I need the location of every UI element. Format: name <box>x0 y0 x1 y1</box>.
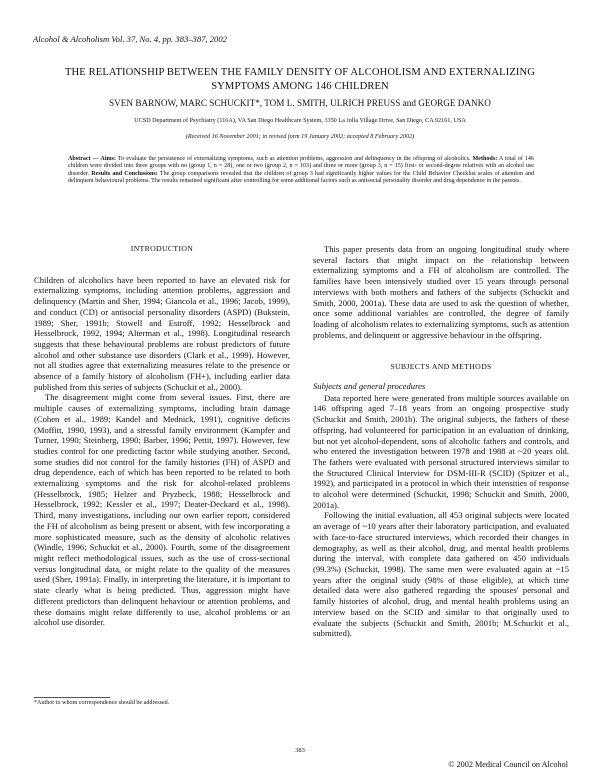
abstract <box>68 156 534 186</box>
methods-paragraph: Data reported here were generated from multiple sources available on 146 offspring aged 7–18 years from an ongoing prospective study (Schuckit and Smith, 2001b). The original subjects, the fathers of these offspring, had volunteered for participation in an evaluation of drinking, but not yet alcohol-dependent, sons of alcoholic fathers and controls, and who entered the investigation between 1978 and 1988 at ~20 years old. The fathers were evaluated with personal structured interviews similar to the Structured Clinical Interview for DSM-III-R (SCID) (Spitzer et al., 1992), and participated in a protocol in which their intensities of response to alcohol were determined (Schuckit, 1998; Schuckit and Smith, 2000, 2001a). <box>313 392 569 510</box>
left-column <box>34 244 290 628</box>
author-list: SVEN BARNOW, MARC SCHUCKIT*, TOM L. SMITH, ULRICH PREUSS and GEORGE DANKO <box>109 98 491 108</box>
copyright-notice: © 2002 Medical Council on Alcohol <box>448 760 568 769</box>
methods-paragraph: Following the initial evaluation, all 453 original subjects were located an average of ~10 years after their laboratory participation, and evaluated with face-to-face structured interviews, which recorded their changes in demography, as well as their alcohol, drug, and mental health problems during the interval, with complete data gathered on 450 individuals (99.3%) (Schuckit, 1998). The same men were evaluated again at ~15 years after the original study (98% of those eligible), at which time detailed data were also gathered regarding the spouses' personal and family histories of alcohol, drug, and mental health problems using an interview based on the SCID and similar to that originally used to evaluate the subjects (Schuckit and Smith, 2001b; M.Schuckit et al., submitted). <box>313 510 569 639</box>
footnote-divider <box>34 697 110 698</box>
abstract-methods-label: Methods: <box>472 156 498 162</box>
article-title: THE RELATIONSHIP BETWEEN THE FAMILY DENSITY OF ALCOHOLISM AND EXTERNALIZING SYMPTOMS AMONG 146 CHILDREN <box>64 67 536 92</box>
section-heading-introduction: INTRODUCTION <box>130 244 194 253</box>
intro-paragraph: Children of alcoholics have been reported to have an elevated risk for externalizing symptoms, including attention problems, aggression and delinquency (Martin and Sher, 1994; Giancola et al., 1996; Jacob, 1999), and conduct (CD) or antisocial personality disorders (ASPD) (Bukstein, 1989; Sher, 1991b; Stowell and Estroff, 1992; Hesselbrock and Hesselbrock, 1992, 1994; Alterman et al., 1998). Longitudinal research suggests that these behavioural problems are robust predictors of future alcohol and other substance use disorders (Clark et al., 1999). However, not all studies agree that externalizing measures relate to the presence or absence of a family history of alcoholism (FH+), including earlier data published from this series of subjects (Schuckit et al., 2000). <box>34 274 290 392</box>
intro-paragraph: This paper presents data from an ongoing longitudinal study where several factors that might impact on the relationship between externalizing symptoms and a FH of alcoholism are controlled. The families have been intensively studied over 15 years through personal interviews with both mothers and fathers of the subjects (Schuckit and Smith, 2000, 2001a). These data are used to ask the question of whether, once some additional variables are controlled, the degree of family loading of alcoholism relates to externalizing symptoms, such as attention problems, and delinquent or aggressive behaviour in the offspring. <box>313 244 569 340</box>
abstract-aims: To evaluate the persistence of externalizing symptoms, such as attention problems, aggression and delinquency in the offspring of alcoholics. <box>117 156 471 162</box>
affiliation: UCSD Department of Psychiatry (116A), VA San Diego Healthcare System, 3350 La Jolla Village Drive, San Diego, CA 92161, USA <box>134 117 466 124</box>
abstract-results: The group comparisons revealed that the children of group 3 had significantly higher values for the Child Behavior Checklist scales of attention and delinquent behavioural problems. The results remained significant after controlling for some additional factors such as antisocial personality disorder and drug dependence in the parents. <box>68 170 535 185</box>
abstract-methods: A total of 146 children were divided into three groups with no (group 1, n = 28), one or two (group 2, n = 103) and three or more (group 3, n = 15) first- or second-degree relatives with an alcohol use disorder. <box>68 156 534 177</box>
footnote: *Author to whom correspondence should be addressed. <box>34 700 170 706</box>
right-column <box>313 244 569 639</box>
intro-paragraph: The disagreement might come from several issues. First, there are multiple causes of externalizing symptoms, including brain damage (Cohen et al., 1989; Kandel and Mednick, 1991), cognitive deficits (Moffitt, 1990, 1993), and a stressful family environment (Kampfer and Turner, 1990; Steinberg, 1990; Barber, 1996; Pettit, 1997). However, few studies control for one predicting factor while studying another. Second, some studies did not control for the family histories (FH) of ASPD and drug dependence, each of which has been reported to be related to both externalizing symptoms and the risk for alcohol-related problems (Hesselbrock, 1985; Helzer and Pryzbeck, 1988; Hesselbrock and Hesselbrock, 1992; Kessler et al., 1997; Deater-Deckard et al., 1998). Third, many investigations, including our own earlier report, considered the FH of alcoholism as being present or absent, with few incorporating a more sophisticated measure, such as the density of alcoholic relatives (Windle, 1996; Schuckit et al., 2000). Fourth, some of the disagreement might reflect methodological issues, such as the use of cross-sectional versus longitudinal data, or might relate to the quality of the measures used (Sher, 1991a). Finally, in interpreting the literature, it is important to state clearly what is being predicted. Thus, aggression might have different predictors than delinquent behaviour or attention problems, and these domains might relate differently to use, alcohol problems or an alcohol use disorder. <box>34 392 290 628</box>
page-number: 383 <box>295 747 305 754</box>
abstract-label: Abstract — Aims: <box>68 156 116 162</box>
subsection-heading: Subjects and general procedures <box>313 381 426 392</box>
received-dates: (Received 16 November 2001; in revised form 19 January 2002; accepted 8 February 2002) <box>185 133 415 140</box>
journal-citation: Alcohol & Alcoholism Vol. 37, No. 4, pp. 383–387, 2002 <box>33 34 227 44</box>
section-heading-methods: SUBJECTS AND METHODS <box>390 362 492 372</box>
abstract-results-label: Results and Conclusions: <box>91 170 158 177</box>
